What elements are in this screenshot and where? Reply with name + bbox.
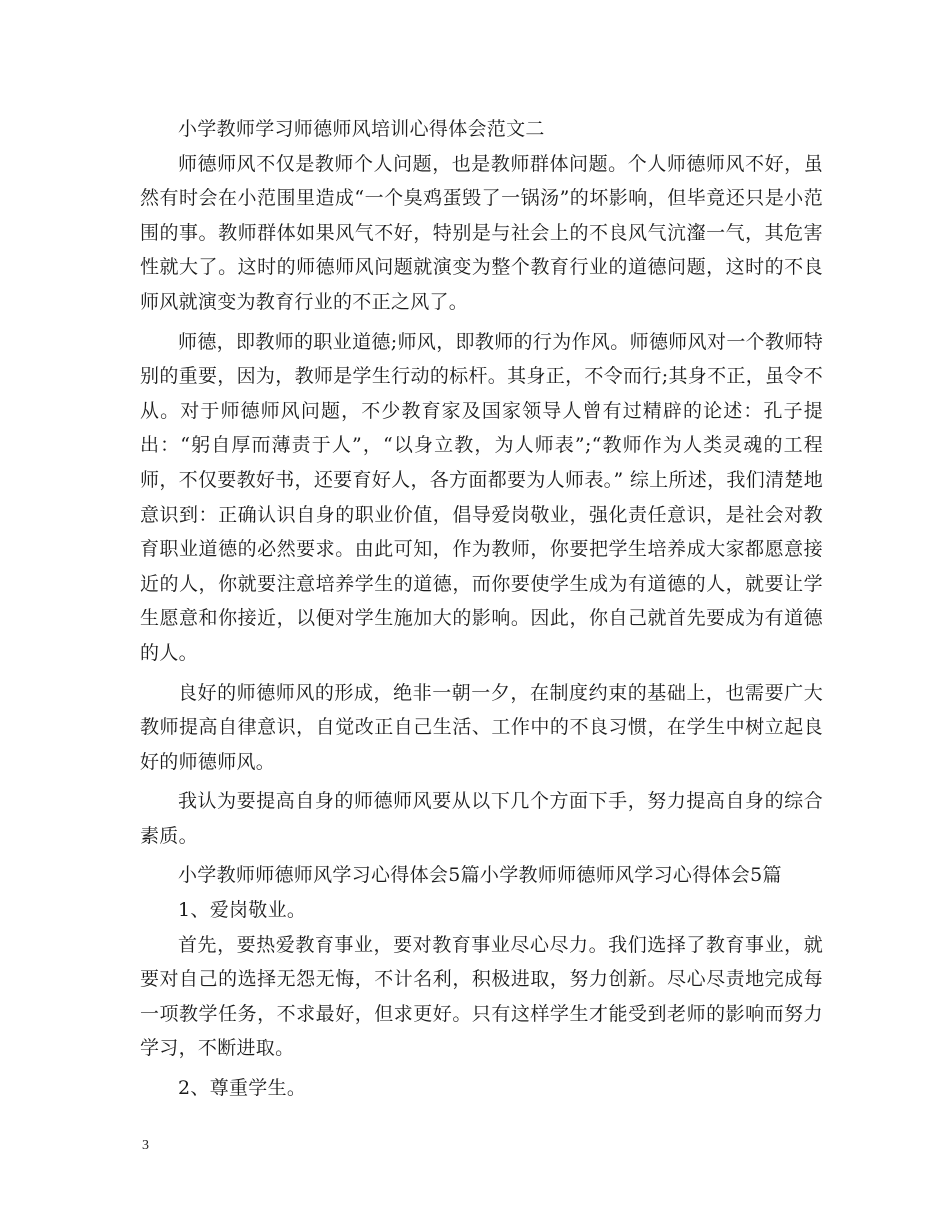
list-heading: 1、爱岗敬业。 [178, 899, 307, 922]
list-heading: 2、尊重学生。 [178, 1077, 307, 1100]
paragraph: 我认为要提高自身的师德师风要从以下几个方面下手，努力提高自身的综合素质。 [140, 790, 823, 847]
paragraph: 良好的师德师风的形成，绝非一朝一夕，在制度约束的基础上，也需要广大教师提高自律意识，自觉改正自己生活、工作中的不良习惯，在学生中树立起良好的师德师风。 [140, 681, 823, 773]
document-body [140, 112, 823, 1106]
paragraph: 首先，要热爱教育事业，要对教育事业尽心尽力。我们选择了教育事业，就要对自己的选择无怨无悔，不计名利，积极进取，努力创新。尽心尽责地完成每一项教学任务，不求最好，但求更好。只有这样学生才能受到老师的影响而努力学习，不断进取。 [140, 933, 823, 1060]
paragraph: 师德师风不仅是教师个人问题，也是教师群体问题。个人师德师风不好，虽然有时会在小范围里造成“一个臭鸡蛋毁了一锅汤”的坏影响，但毕竟还只是小范围的事。教师群体如果风气不好，特别是与社会上的不良风气沆瀣一气，其危害性就大了。这时的师德师风问题就演变为整个教育行业的道德问题，这时的不良师风就演变为教育行业的不正之风了。 [140, 152, 823, 313]
page-number: 3 [142, 1138, 149, 1153]
section-title: 小学教师学习师德师风培训心得体会范文二 [178, 118, 545, 140]
paragraph: 师德，即教师的职业道德;师风，即教师的行为作风。师德师风对一个教师特别的重要，因为，教师是学生行动的标杆。其身正，不令而行;其身不正，虽令不从。对于师德师风问题，不少教育家及国家领导人曾有过精辟的论述：孔子提出：“躬自厚而薄责于人”，“以身立教，为人师表”;“教师作为人类灵魂的工程师，不仅要教好书，还要育好人，各方面都要为人师表。” 综上所述，我们清楚地意识到：正确认识自身的职业价值，倡导爱岗敬业，强化责任意识，是社会对教育职业道德的必然要求。由此可知，作为教师，你要把学生培养成大家都愿意接近的人，你就要注意培养学生的道德，而你要使学生成为有道德的人，就要让学生愿意和你接近，以便对学生施加大的影响。因此，你自己就首先要成为有道德的人。 [140, 330, 823, 664]
subheading: 小学教师师德师风学习心得体会5篇小学教师师德师风学习心得体会5篇 [178, 864, 782, 887]
